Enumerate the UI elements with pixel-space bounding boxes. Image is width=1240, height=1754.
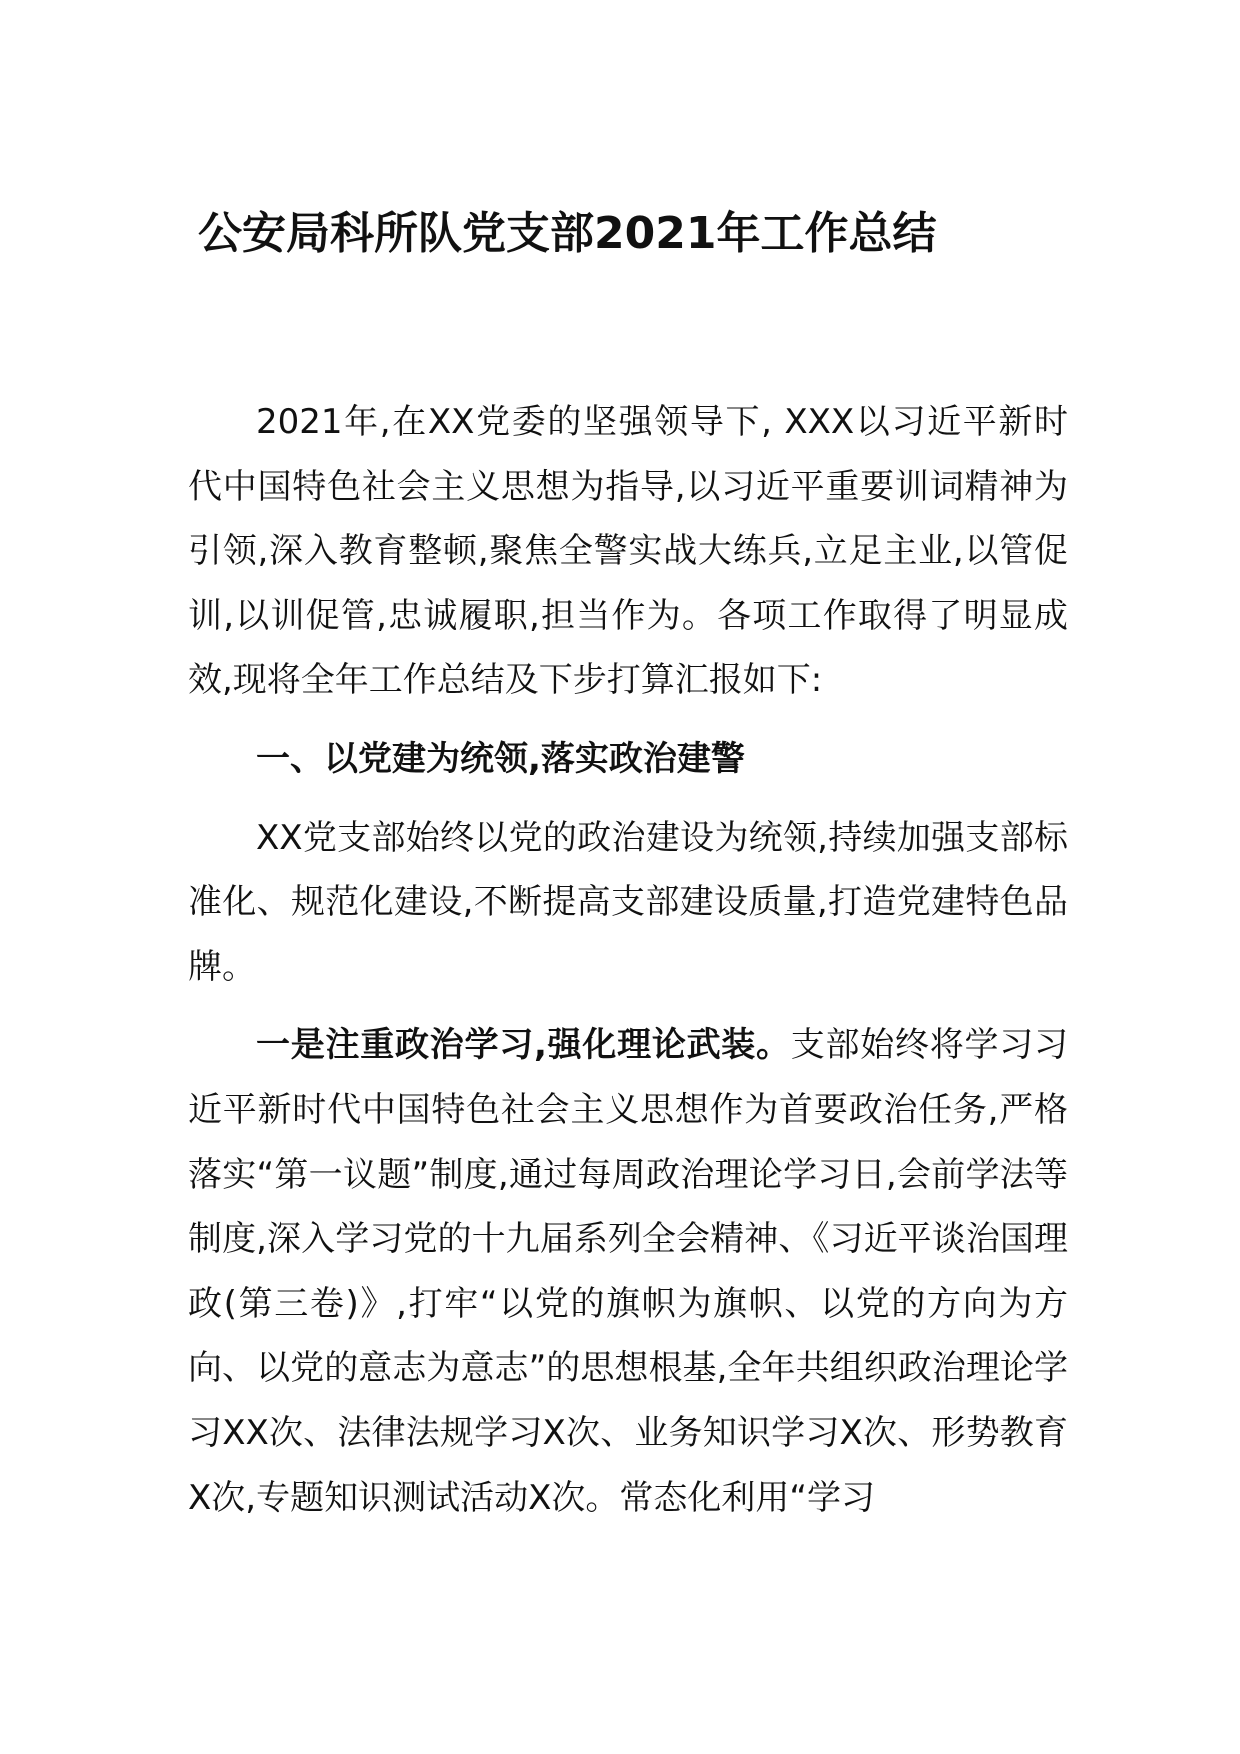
section-heading: 一、以党建为统领,落实政治建警 [256, 738, 745, 779]
point-paragraph [188, 1013, 1068, 1530]
document-body [188, 390, 1068, 1530]
point-lead: 一是注重政治学习,强化理论武装。 [256, 1025, 791, 1066]
point-text: 支部始终将学习习近平新时代中国特色社会主义思想作为首要政治任务,严格落实“第一议题”制度,通过每周政治理论学习日,会前学法等制度,深入学习党的十九届系列全会精神、《习近平谈治国理政(第三卷)》,打牢“以党的旗帜为旗帜、以党的方向为方向、以党的意志为意志”的思想根基,全年共组织政治理论学习XX次、法律法规学习X次、业务知识学习X次、形势教育X次,专题知识测试活动X次。常态化利用“学习 [188, 1025, 1068, 1518]
intro-paragraph: 2021年,在XX党委的坚强领导下, XXX以习近平新时代中国特色社会主义思想为指导,以习近平重要训词精神为引领,深入教育整顿,聚焦全警实战大练兵,立足主业,以管促训,以训促管,忠诚履职,担当作为。各项工作取得了明显成效,现将全年工作总结及下步打算汇报如下: [188, 402, 1068, 701]
section-paragraph: XX党支部始终以党的政治建设为统领,持续加强支部标准化、规范化建设,不断提高支部建设质量,打造党建特色品牌。 [188, 817, 1068, 987]
document-title: 公安局科所队党支部2021年工作总结 [198, 208, 937, 259]
